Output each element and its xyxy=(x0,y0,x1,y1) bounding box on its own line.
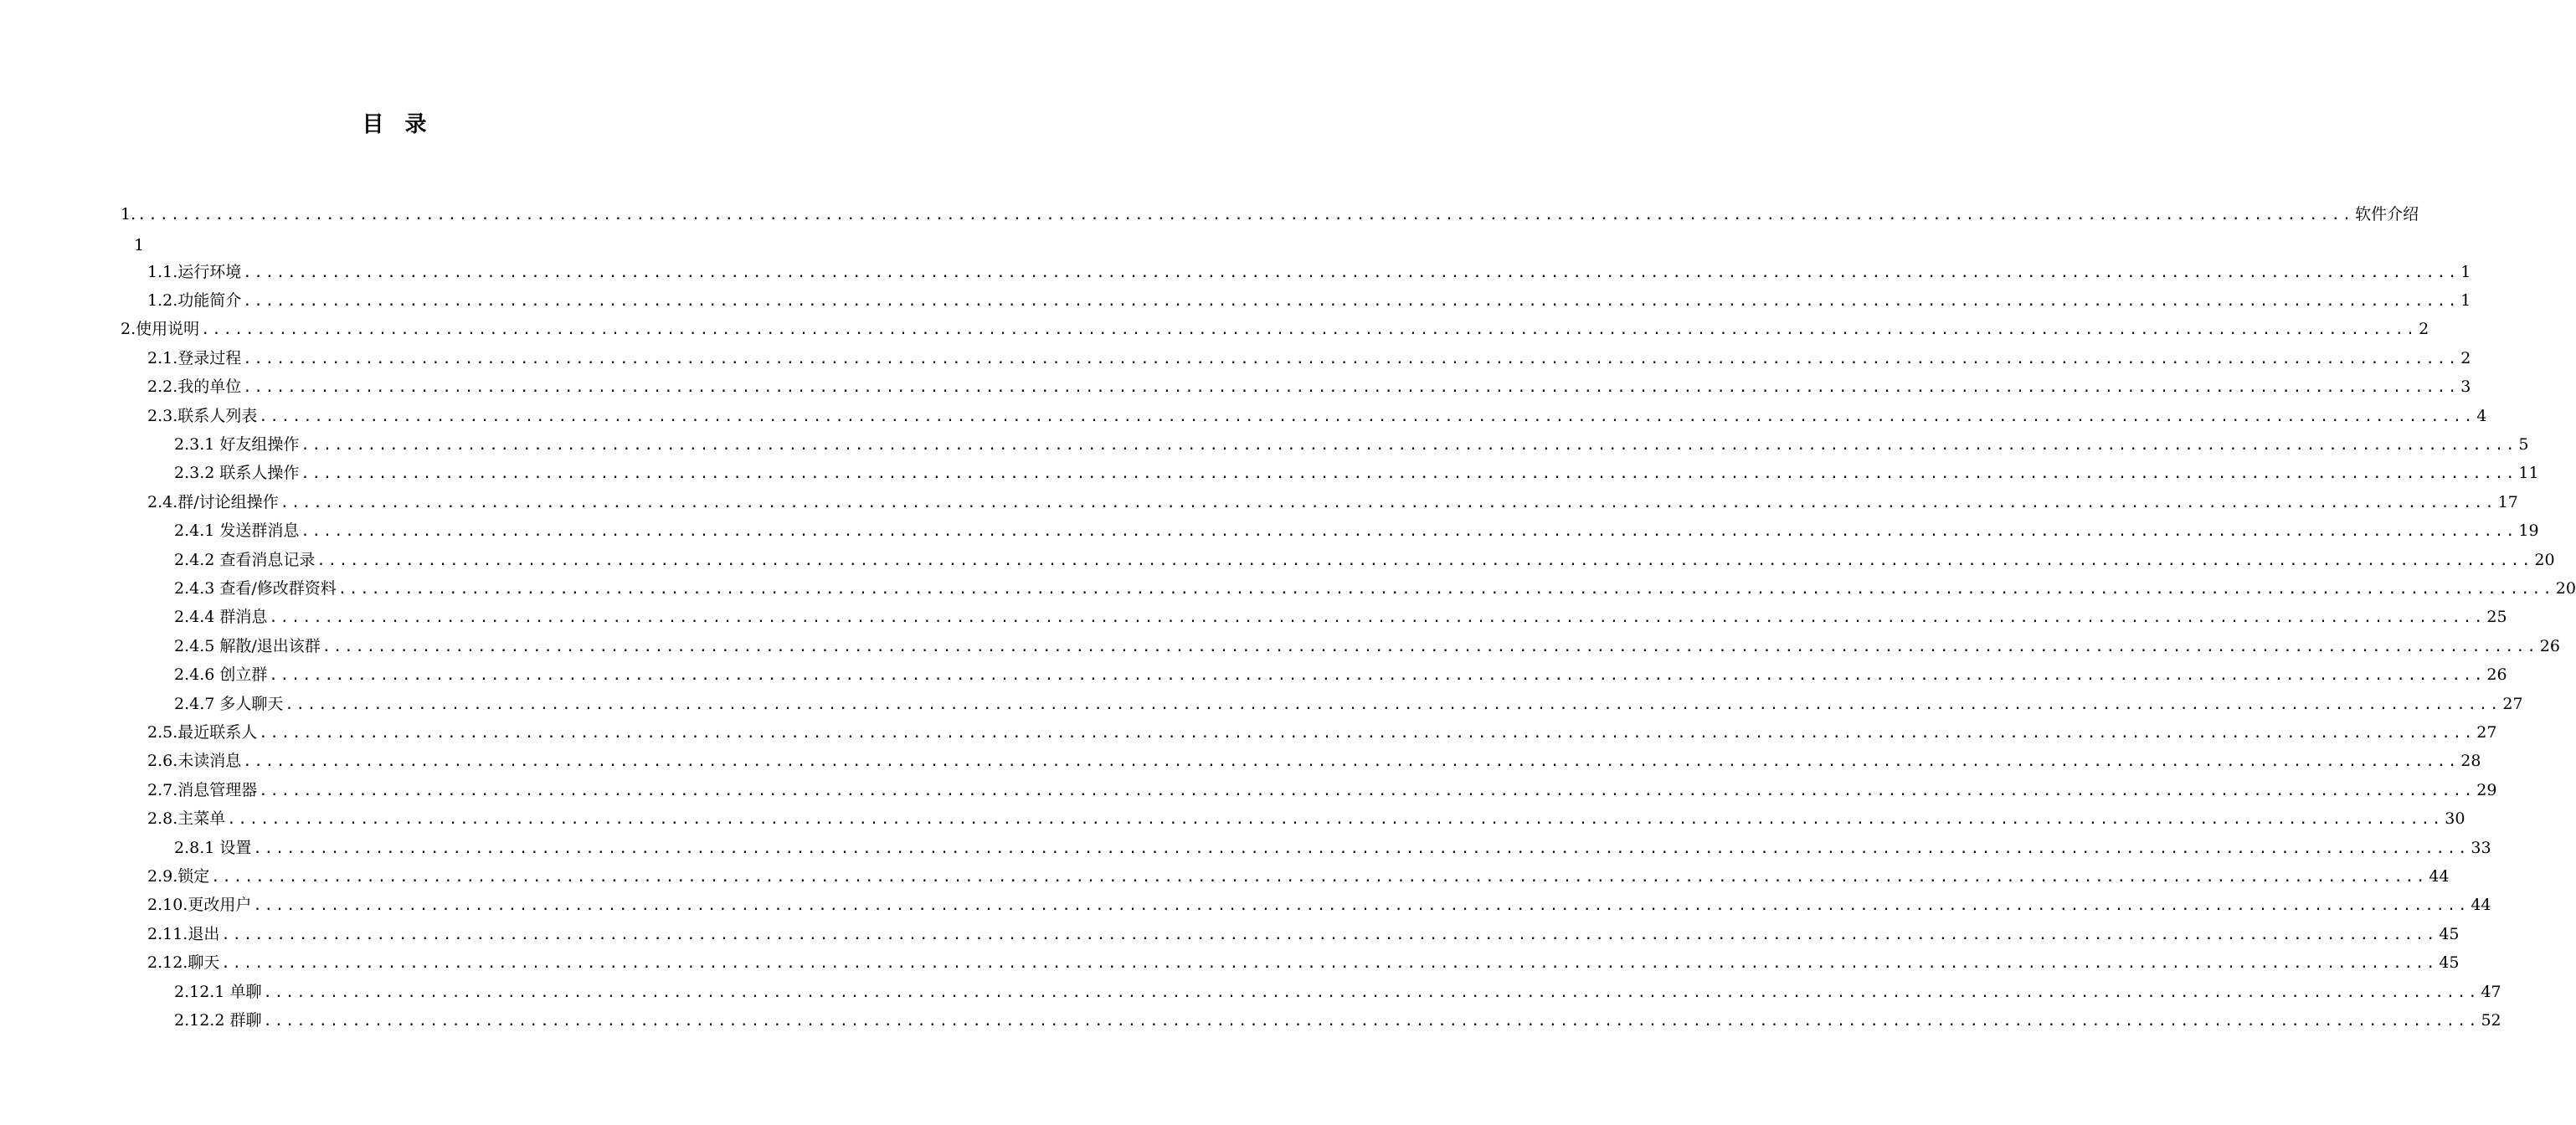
toc-entry[interactable] xyxy=(174,547,2555,573)
toc-entry-label: 1.2.功能简介 xyxy=(147,290,242,310)
toc-leader-dots: ........................................................................................................................................................................................................ xyxy=(280,494,2496,511)
toc-leader-dots: ........................................................................................................................................................................................................ xyxy=(243,350,2460,367)
toc-entry-page: 软件介绍 xyxy=(2355,205,2419,223)
toc-entry[interactable] xyxy=(147,778,2497,803)
toc-entry-label: 2.4.5 解散/退出该群 xyxy=(174,636,321,655)
toc-entry[interactable] xyxy=(147,748,2481,773)
toc-entry-label: 2.6.未读消息 xyxy=(147,752,242,771)
toc-leader-dots: ........................................................................................................................................................................................................ xyxy=(253,897,2470,915)
toc-entry[interactable] xyxy=(174,576,2576,601)
toc-entry[interactable] xyxy=(147,806,2465,831)
toc-entry-page: 52 xyxy=(2481,1010,2501,1030)
toc-leader-dots: ........................................................................................................................................................................................................ xyxy=(337,580,2554,598)
toc-entry[interactable] xyxy=(147,403,2487,429)
toc-entry-label: 2.9.锁定 xyxy=(147,866,210,886)
toc-entry-page: 44 xyxy=(2429,866,2450,886)
toc-entry-label: 2.5.最近联系人 xyxy=(147,722,258,742)
toc-entry-page: 4 xyxy=(2476,406,2487,425)
toc-entry-page: 33 xyxy=(2471,838,2491,857)
toc-entry[interactable] xyxy=(147,288,2471,313)
toc-entry[interactable] xyxy=(147,259,2471,285)
toc-entry-label: 2.3.1 好友组操作 xyxy=(174,434,300,454)
page-title: 目 录 xyxy=(362,112,434,137)
toc-entry-page: 20 xyxy=(2555,578,2576,598)
toc-entry-label: 2.4.3 查看/修改群资料 xyxy=(174,578,337,598)
toc-leader-dots: ........................................................................................................................................................................................................ xyxy=(259,408,2476,425)
toc-entry-page: 30 xyxy=(2445,809,2465,829)
toc-leader-dots: ........................................................................................................................................................................................................ xyxy=(243,264,2460,281)
toc-leader-dots: ........................................................................................................................................................................................................ xyxy=(301,436,2517,454)
toc-entry-label: 2.3.2 联系人操作 xyxy=(174,464,300,483)
toc-leader-dots: ........................................................................................................................................................................................................ xyxy=(263,984,2480,1001)
toc-leader-dots: ........................................................................................................................................................................................................ xyxy=(269,609,2486,627)
toc-entry[interactable] xyxy=(174,691,2523,717)
toc-entry-page: 26 xyxy=(2539,636,2560,655)
toc-leader-dots: ........................................................................................................................................................................................................ xyxy=(137,207,2354,223)
toc-entry[interactable] xyxy=(147,922,2460,947)
toc-entry-page: 2 xyxy=(2419,320,2429,339)
toc-entry[interactable] xyxy=(147,950,2460,975)
toc-entry-page: 28 xyxy=(2460,752,2481,771)
toc-leader-dots: ........................................................................................................................................................................................................ xyxy=(243,753,2460,771)
toc-entry-label: 2.12.聊天 xyxy=(147,953,220,973)
toc-leader-dots: ........................................................................................................................................................................................................ xyxy=(269,667,2486,685)
toc-leader-dots: ........................................................................................................................................................................................................ xyxy=(253,840,2470,857)
toc-entry-page: 5 xyxy=(2518,434,2529,454)
toc-leader-dots: ........................................................................................................................................................................................................ xyxy=(301,523,2517,541)
toc-entry-label: 2.8.1 设置 xyxy=(174,838,252,857)
toc-entry[interactable] xyxy=(174,634,2560,659)
toc-entry-page: 20 xyxy=(2534,550,2555,569)
toc-entry-label: 1.1.运行环境 xyxy=(147,262,242,281)
toc-entry-label: 2.12.1 单聊 xyxy=(174,982,262,1001)
toc-entry[interactable] xyxy=(147,374,2471,399)
toc-entry-label: 2.4.4 群消息 xyxy=(174,608,268,627)
toc-leader-dots: ........................................................................................................................................................................................................ xyxy=(259,724,2476,742)
toc-entry-page: 45 xyxy=(2439,924,2460,943)
toc-leader-dots: ........................................................................................................................................................................................................ xyxy=(285,696,2501,713)
toc-entry-page: 1 xyxy=(2460,290,2471,310)
toc-entry-page: 1 xyxy=(2460,262,2471,281)
toc-entry-page: 3 xyxy=(2460,378,2471,397)
toc-leader-dots: ........................................................................................................................................................................................................ xyxy=(263,1012,2480,1030)
toc-entry[interactable] xyxy=(121,202,2419,227)
toc-leader-dots: ........................................................................................................................................................................................................ xyxy=(316,552,2533,569)
toc-entry-page: 11 xyxy=(2518,464,2539,483)
toc-entry-label: 2.8.主菜单 xyxy=(147,809,226,829)
toc-entry-page: 27 xyxy=(2476,722,2497,742)
toc-entry-label: 2.11.退出 xyxy=(147,924,220,943)
toc-entry[interactable] xyxy=(174,460,2539,485)
toc-entry[interactable] xyxy=(174,1008,2501,1033)
toc-leader-dots: ........................................................................................................................................................................................................ xyxy=(221,926,2438,943)
toc-entry[interactable] xyxy=(174,979,2501,1004)
toc-entry-label: 2.4.1 发送群消息 xyxy=(174,521,300,541)
toc-entry[interactable] xyxy=(147,490,2518,515)
toc-entry-label: 2.1.登录过程 xyxy=(147,348,242,367)
toc-entry[interactable] xyxy=(174,432,2529,457)
toc-entry-label: 2.7.消息管理器 xyxy=(147,780,258,799)
toc-entry-label: 2.4.6 创立群 xyxy=(174,665,268,685)
toc-entry-page: 27 xyxy=(2502,694,2523,713)
toc-entry-page: 44 xyxy=(2471,896,2491,915)
toc-entry[interactable] xyxy=(174,835,2491,860)
toc-entry[interactable] xyxy=(174,604,2507,629)
toc-entry[interactable] xyxy=(147,346,2471,371)
toc-entry-label: 2.4.群/讨论组操作 xyxy=(147,492,279,511)
toc-leader-dots: ........................................................................................................................................................................................................ xyxy=(201,321,2418,339)
toc-entry-page: 2 xyxy=(2460,348,2471,367)
toc-leader-dots: ........................................................................................................................................................................................................ xyxy=(227,811,2444,829)
toc-entry-label: 2.4.7 多人聊天 xyxy=(174,694,284,713)
toc-entry-page: 19 xyxy=(2518,521,2539,541)
toc-leader-dots: ........................................................................................................................................................................................................ xyxy=(259,782,2476,799)
toc-leader-dots: ........................................................................................................................................................................................................ xyxy=(211,868,2428,886)
toc-entry-label: 2.12.2 群聊 xyxy=(174,1010,262,1030)
toc-entry-page: 45 xyxy=(2439,953,2460,973)
toc-entry-label: 2.10.更改用户 xyxy=(147,896,252,915)
toc-entry[interactable] xyxy=(121,316,2429,342)
toc-leader-dots: ........................................................................................................................................................................................................ xyxy=(243,379,2460,397)
toc-entry-page: 26 xyxy=(2486,665,2507,685)
toc-entry-label: 2.2.我的单位 xyxy=(147,378,242,397)
toc-leader-dots: ........................................................................................................................................................................................................ xyxy=(301,465,2517,483)
toc-entry[interactable] xyxy=(147,720,2497,745)
toc-entry[interactable] xyxy=(174,518,2539,543)
toc-leader-dots: ........................................................................................................................................................................................................ xyxy=(243,292,2460,310)
toc-wrapped-page-number: 1 xyxy=(134,236,145,254)
toc-leader-dots: ........................................................................................................................................................................................................ xyxy=(221,955,2438,973)
toc-entry[interactable] xyxy=(147,864,2450,889)
toc-entry-page: 47 xyxy=(2481,982,2501,1001)
toc-entry-label: 1. xyxy=(121,205,136,223)
toc-entry-page: 17 xyxy=(2497,492,2518,511)
toc-entry-page: 25 xyxy=(2486,608,2507,627)
toc-entry-label: 2.使用说明 xyxy=(121,320,200,339)
toc-entry-label: 2.4.2 查看消息记录 xyxy=(174,550,316,569)
toc-leader-dots: ........................................................................................................................................................................................................ xyxy=(321,638,2538,655)
toc-entry[interactable] xyxy=(174,662,2507,687)
toc-entry[interactable] xyxy=(147,892,2491,917)
toc-entry-page: 29 xyxy=(2476,780,2497,799)
toc-entry-label: 2.3.联系人列表 xyxy=(147,406,258,425)
